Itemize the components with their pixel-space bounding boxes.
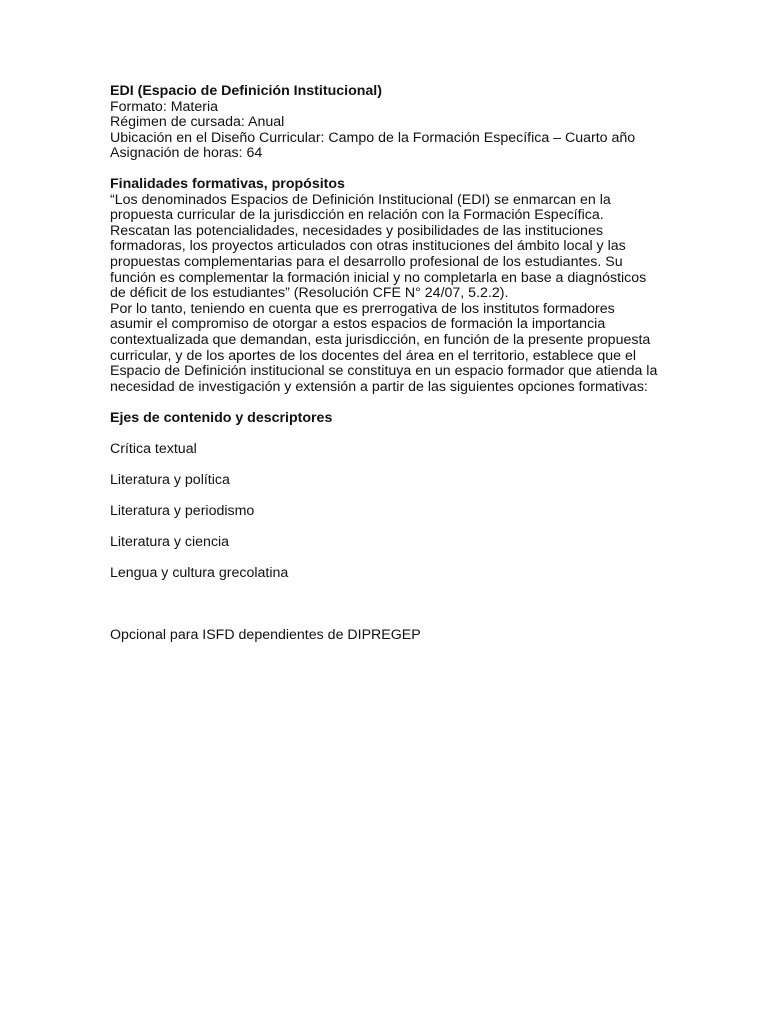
finalidades-line: propuesta curricular de la jurisdicción en relación con la Formación Específica. — [110, 207, 604, 224]
list-item: Literatura y periodismo — [110, 503, 255, 520]
list-item: Lengua y cultura grecolatina — [110, 565, 289, 582]
finalidades-line: propuestas complementarias para el desarrollo profesional de los estudiantes. Su — [110, 253, 623, 270]
finalidades-line: formadoras, los proyectos articulados con otras instituciones del ámbito local y las — [110, 238, 626, 255]
finalidades-body — [110, 193, 670, 396]
finalidades-line: Por lo tanto, teniendo en cuenta que es prerrogativa de los institutos formadores — [110, 300, 615, 317]
horas-line: Asignación de horas: 64 — [110, 145, 263, 162]
finalidades-line: Espacio de Definición institucional se constituya en un espacio formador que atienda la — [110, 363, 658, 380]
finalidades-heading: Finalidades formativas, propósitos — [110, 175, 345, 192]
finalidades-line: “Los denominados Espacios de Definición Institucional (EDI) se enmarcan en la — [110, 191, 611, 208]
document-page — [110, 84, 670, 644]
finalidades-line: necesidad de investigación y extensión a partir de las siguientes opciones formativas: — [110, 378, 648, 395]
spacer — [110, 162, 670, 177]
document-title: EDI (Espacio de Definición Institucional) — [110, 83, 382, 99]
finalidades-line: contextualizada que demandan, esta jurisdicción, en función de la presente propuesta — [110, 331, 651, 348]
finalidades-line: asumir el compromiso de otorgar a estos espacios de formación la importancia — [110, 316, 606, 333]
list-item: Literatura y política — [110, 472, 230, 489]
regimen-line: Régimen de cursada: Anual — [110, 114, 285, 131]
ubicacion-line: Ubicación en el Diseño Curricular: Campo de la Formación Específica – Cuarto año — [110, 129, 636, 146]
finalidades-line: de déficit de los estudiantes” (Resolución CFE N° 24/07, 5.2.2). — [110, 285, 509, 302]
ejes-list — [110, 442, 670, 582]
finalidades-line: curricular, y de los aportes de los docentes del área en el territorio, establece que el — [110, 347, 637, 364]
formato-line: Formato: Materia — [110, 98, 219, 115]
ejes-heading: Ejes de contenido y descriptores — [110, 410, 333, 427]
footer-note: Opcional para ISFD dependientes de DIPREGEP — [110, 627, 421, 644]
spacer — [110, 395, 670, 411]
finalidades-line: Rescatan las potencialidades, necesidades y posibilidades de las instituciones — [110, 222, 603, 239]
list-item: Literatura y ciencia — [110, 534, 230, 551]
spacer — [110, 597, 670, 628]
finalidades-line: función es complementar la formación inicial y no completarla en base a diagnósticos — [110, 269, 647, 286]
list-item: Crítica textual — [110, 441, 197, 458]
